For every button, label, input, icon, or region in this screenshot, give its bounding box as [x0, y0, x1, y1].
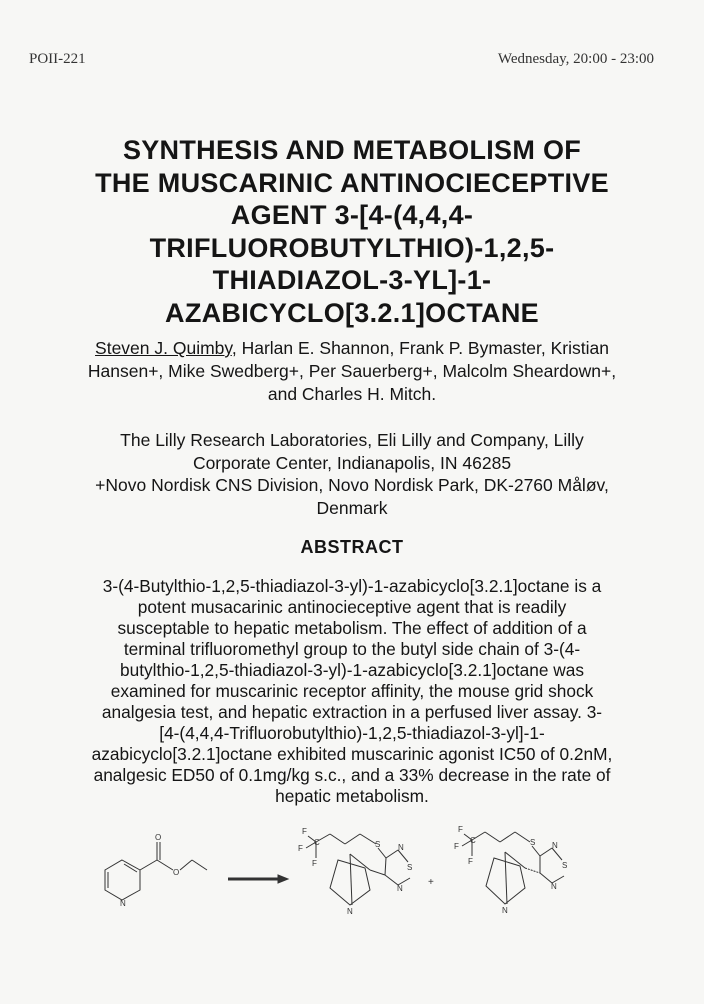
title-line: AZABICYCLO[3.2.1]OCTANE	[165, 297, 539, 328]
atom-label: N	[551, 882, 557, 891]
atom-label: N	[502, 906, 508, 915]
abstract-line: [4-(4,4,4-Trifluorobutylthio)-1,2,5-thiadiazol-3-yl]-1-	[159, 723, 545, 743]
abstract-line: analgesic ED50 of 0.1mg/kg s.c., and a 33% decrease in the rate of	[93, 765, 611, 785]
atom-label: F	[454, 842, 459, 851]
abstract-line: examined for muscarinic receptor affinity, the mouse grid shock	[110, 681, 594, 701]
author-list	[0, 337, 704, 406]
ethyl-nicotinate-structure	[105, 833, 207, 908]
affiliations	[0, 429, 704, 519]
abstract-line: potent musacarinic antinocieceptive agent that is readily	[137, 597, 567, 617]
atom-label: O	[173, 868, 180, 877]
affiliation-line: Denmark	[316, 497, 388, 518]
authors-line: and Charles H. Mitch.	[267, 384, 437, 404]
reaction-scheme	[80, 820, 640, 930]
title-line: THIADIAZOL-3-YL]-1-	[212, 265, 492, 295]
plus-sign: +	[428, 877, 434, 888]
affiliation-line: +Novo Nordisk CNS Division, Novo Nordisk Park, DK-2760 Måløv,	[95, 475, 609, 495]
abstract-line: butylthio-1,2,5-thiadiazol-3-yl)-1-azabicyclo[3.2.1]octane was	[120, 660, 584, 680]
atom-label: F	[458, 825, 463, 834]
abstract-line: azabicyclo[3.2.1]octane exhibited muscarinic agonist IC50 of 0.2nM,	[91, 744, 613, 764]
abstract-heading: ABSTRACT	[300, 537, 404, 557]
atom-label: F	[312, 859, 317, 868]
abstract-line: hepatic metabolism.	[275, 786, 429, 806]
atom-label: F	[468, 857, 473, 866]
atom-label: N	[347, 907, 353, 916]
atom-label: C	[314, 838, 320, 847]
page-title	[0, 134, 704, 329]
poster-code: POII-221	[29, 51, 86, 67]
atom-label: S	[562, 861, 568, 870]
session-time: Wednesday, 20:00 - 23:00	[497, 51, 654, 67]
title-line: THE MUSCARINIC ANTINOCIECEPTIVE	[95, 167, 609, 198]
title-line: TRIFLUOROBUTYLTHIO)-1,2,5-	[149, 232, 555, 263]
reaction-arrow	[228, 875, 288, 883]
title-line: SYNTHESIS AND METABOLISM OF	[122, 135, 582, 165]
atom-label: N	[120, 899, 126, 908]
product-structure-1	[298, 827, 412, 916]
atom-label: F	[302, 827, 307, 836]
product-structure-2	[454, 825, 567, 915]
affiliation-line: The Lilly Research Laboratories, Eli Lilly and Company, Lilly	[120, 430, 584, 450]
presenting-author: Steven J. Quimby	[95, 338, 232, 358]
atom-label: C	[470, 836, 476, 845]
atom-label: F	[298, 844, 303, 853]
atom-label: N	[397, 884, 403, 893]
atom-label: S	[530, 838, 536, 847]
authors-line: , Harlan E. Shannon, Frank P. Bymaster, Kristian	[231, 338, 609, 358]
abstract-body	[0, 576, 704, 807]
abstract-line: 3-(4-Butylthio-1,2,5-thiadiazol-3-yl)-1-azabicyclo[3.2.1]octane is a	[102, 576, 602, 596]
title-line: AGENT 3-[4-(4,4,4-	[230, 200, 474, 230]
abstract-line: analgesia test, and hepatic extraction in a perfused liver assay. 3-	[101, 702, 603, 722]
authors-line: Hansen+, Mike Swedberg+, Per Sauerberg+, Malcolm Sheardown+,	[87, 361, 617, 381]
abstract-line: susceptable to hepatic metabolism. The effect of addition of a	[117, 618, 587, 638]
affiliation-line: Corporate Center, Indianapolis, IN 46285	[192, 452, 512, 473]
atom-label: O	[155, 833, 162, 842]
atom-label: S	[375, 840, 381, 849]
abstract-line: terminal trifluoromethyl group to the butyl side chain of 3-(4-	[123, 639, 581, 659]
atom-label: N	[552, 841, 558, 850]
atom-label: N	[398, 843, 404, 852]
atom-label: S	[407, 863, 413, 872]
